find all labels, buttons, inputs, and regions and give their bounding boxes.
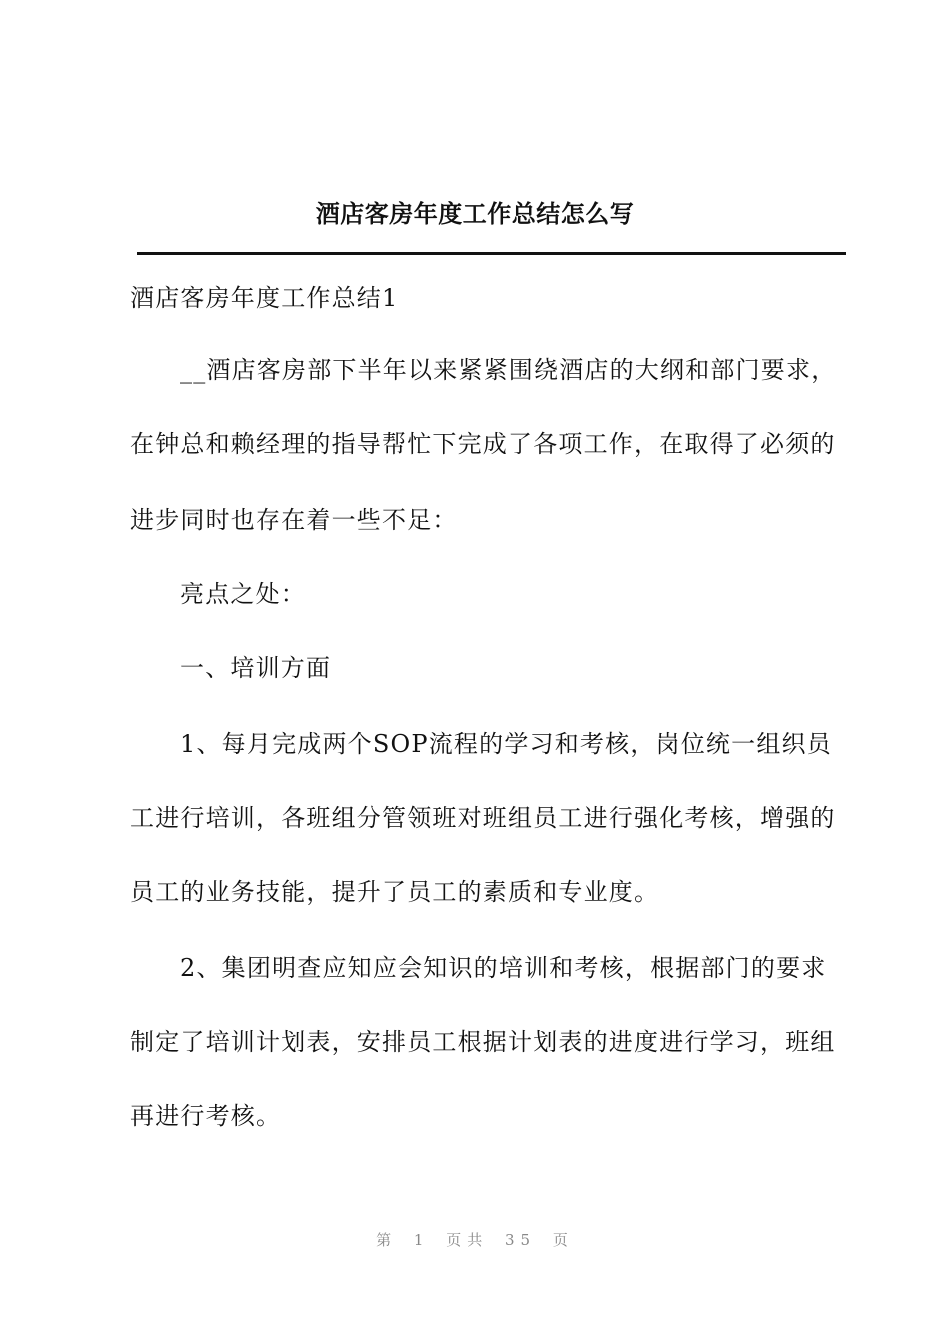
paragraph-line: 2、集团明查应知应会知识的培训和考核，根据部门的要求	[180, 954, 827, 982]
paragraph-line: 员工的业务技能，提升了员工的素质和专业度。	[130, 878, 660, 906]
paragraph-line: 工进行培训，各班组分管领班对班组员工进行强化考核，增强的	[130, 804, 836, 832]
paragraph-line: 再进行考核。	[130, 1102, 282, 1130]
paragraph-line: __酒店客房部下半年以来紧紧围绕酒店的大纲和部门要求，	[180, 356, 837, 384]
paragraph-line: 进步同时也存在着一些不足：	[130, 506, 458, 534]
paragraph-line: 制定了培训计划表，安排员工根据计划表的进度进行学习，班组	[130, 1028, 836, 1056]
title-divider	[137, 252, 846, 255]
page-number: 第 1 页共 35 页	[376, 1231, 574, 1249]
paragraph-line: 一、培训方面	[180, 654, 332, 682]
page-title: 酒店客房年度工作总结怎么写	[315, 199, 635, 228]
paragraph-line: 在钟总和赖经理的指导帮忙下完成了各项工作，在取得了必须的	[130, 430, 836, 458]
paragraph-line: 1、每月完成两个SOP流程的学习和考核，岗位统一组织员	[180, 730, 832, 758]
paragraph-line: 亮点之处：	[180, 580, 306, 608]
section-heading: 酒店客房年度工作总结1	[130, 284, 399, 312]
